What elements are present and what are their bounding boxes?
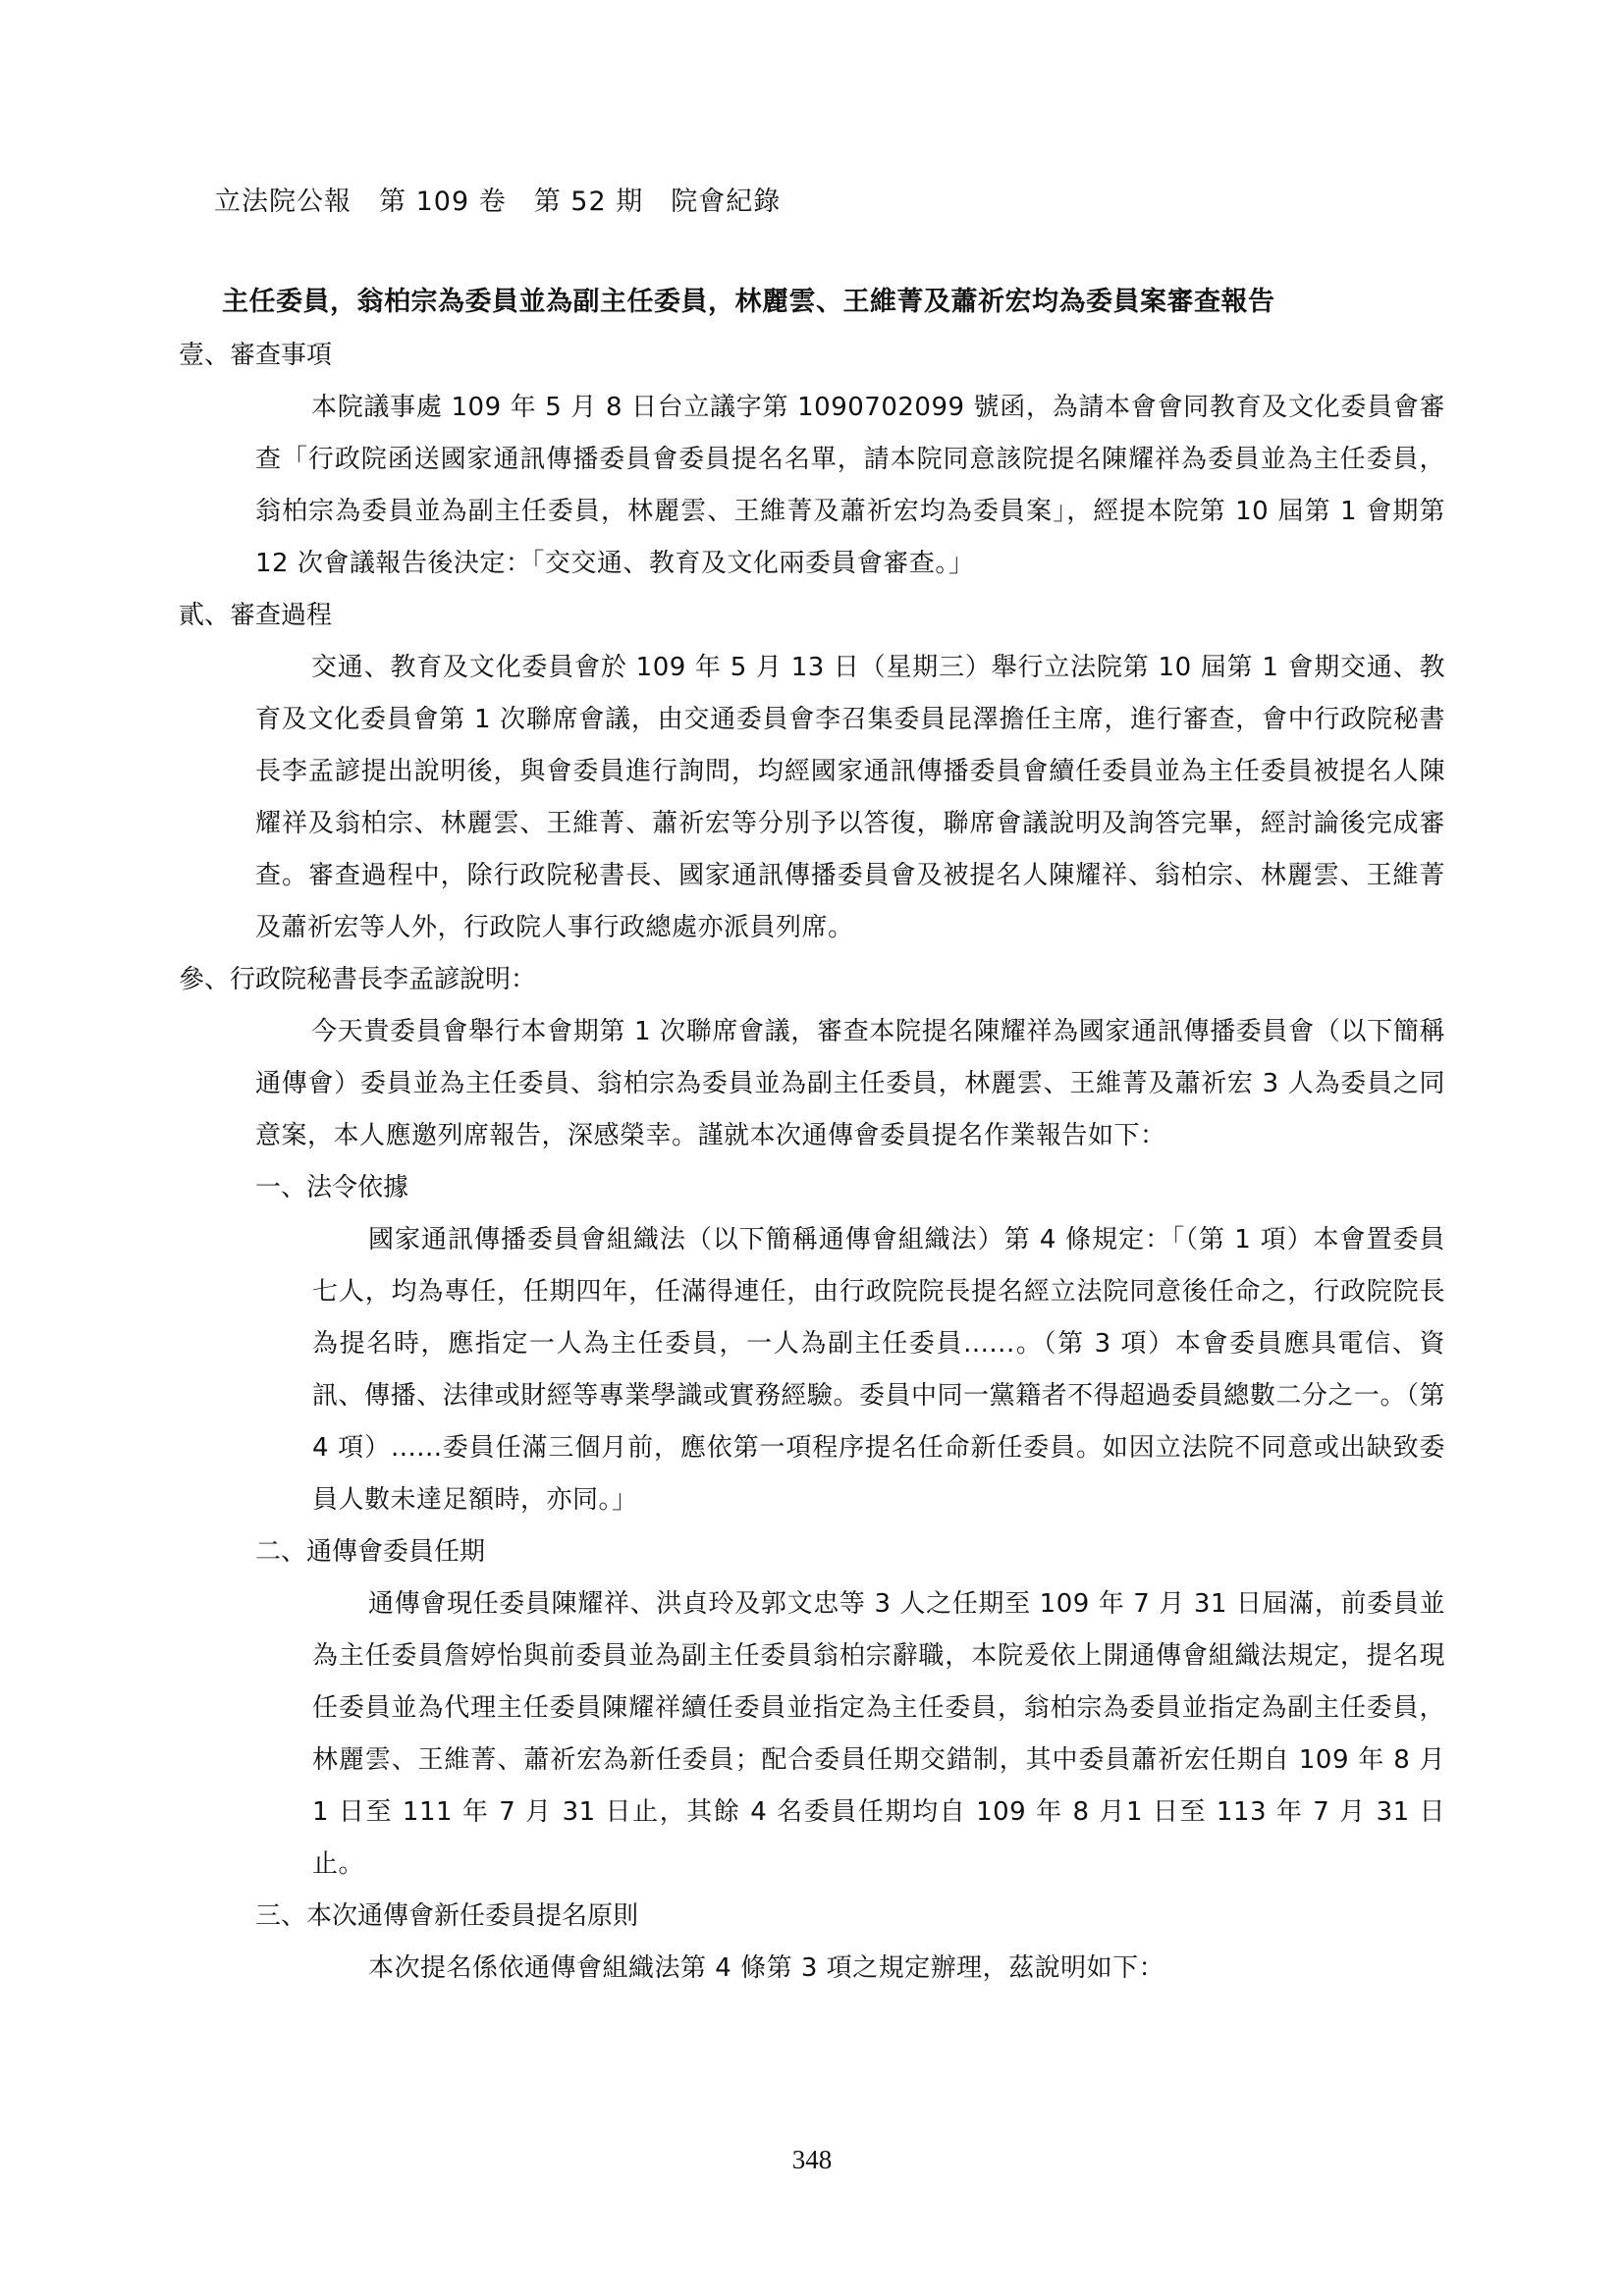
subsection-heading-2: 二、通傳會委員任期 [255,1537,486,1567]
subsection-1-paragraph: 國家通訊傳播委員會組織法（以下簡稱通傳會組織法）第 4 條規定：「（第 1 項）本會置委員七人，均為專任，任期四年，任滿得連任，由行政院院長提名經立法院同意後任命之，行政院院長為提名時，應指定一人為主任委員，一人為副主任委員......。（第 3 項）本會委員應具電信、資訊、傳播、法律或財經等專業學識或實務經驗。委員中同一黨籍者不得超過委員總數二分之一。（第 4 項）......委員任滿三個月前，應依第一項程序提名任命新任委員。如因立法院不同意或出缺致委員人數未達足額時，亦同。」 [312,1225,1445,1515]
section-2-paragraph: 交通、教育及文化委員會於 109 年 5 月 13 日（星期三）舉行立法院第 10 屆第 1 會期交通、教育及文化委員會第 1 次聯席會議，由交通委員會李召集委員昆澤擔任主席，進行審查，會中行政院秘書長李孟諺提出說明後，與會委員進行詢問，均經國家通訊傳播委員會續任委員並為主任委員被提名人陳耀祥及翁柏宗、林麗雲、王維菁、蕭祈宏等分別予以答復，聯席會議說明及詢答完畢，經討論後完成審查。審查過程中，除行政院秘書長、國家通訊傳播委員會及被提名人陳耀祥、翁柏宗、林麗雲、王維菁及蕭祈宏等人外，行政院人事行政總處亦派員列席。 [255,653,1445,942]
section-1-paragraph: 本院議事處 109 年 5 月 8 日台立議字第 1090702099 號函，為請本會會同教育及文化委員會審查「行政院函送國家通訊傳播委員會委員提名名單，請本院同意該院提名陳耀祥為委員並為主任委員，翁柏宗為委員並為副主任委員，林麗雲、王維菁及蕭祈宏均為委員案」，經提本院第 10 屆第 1 會期第 12 次會議報告後決定：「交交通、教育及文化兩委員會審查。」 [255,393,1445,578]
subsection-3-paragraph: 本次提名係依通傳會組織法第 4 條第 3 項之規定辦理，茲說明如下： [368,1953,1165,1983]
page-number: 348 [791,2145,833,2174]
subsection-heading-1: 一、法令依據 [255,1173,409,1202]
section-heading-2: 貳、審查過程 [179,601,333,630]
subsection-heading-3: 三、本次通傳會新任委員提名原則 [255,1901,639,1931]
document-body [179,330,1445,1995]
page-header: 立法院公報 第 109 卷 第 52 期 院會紀錄 [214,187,782,217]
section-heading-3: 參、行政院秘書長李孟諺說明： [179,965,537,994]
section-3-paragraph: 今天貴委員會舉行本會期第 1 次聯席會議，審查本院提名陳耀祥為國家通訊傳播委員會（以下簡稱通傳會）委員並為主任委員、翁柏宗為委員並為副主任委員，林麗雲、王維菁及蕭祈宏 3 人為委員之同意案，本人應邀列席報告，深感榮幸。謹就本次通傳會委員提名作業報告如下： [255,1017,1445,1150]
subsection-2-paragraph: 通傳會現任委員陳耀祥、洪貞玲及郭文忠等 3 人之任期至 109 年 7 月 31 日屆滿，前委員並為主任委員詹婷怡與前委員並為副主任委員翁柏宗辭職，本院爰依上開通傳會組織法規定，提名現任委員並為代理主任委員陳耀祥續任委員並指定為主任委員，翁柏宗為委員並指定為副主任委員，林麗雲、王維菁、蕭祈宏為新任委員；配合委員任期交錯制，其中委員蕭祈宏任期自 109 年 8 月 1 日至 111 年 7 月 31 日止，其餘 4 名委員任期均自 109 年 8 月1 日至 113 年 7 月 31 日止。 [312,1589,1445,1879]
report-title: 主任委員，翁柏宗為委員並為副主任委員，林麗雲、王維菁及蕭祈宏均為委員案審查報告 [222,287,1275,317]
section-heading-1: 壹、審查事項 [179,341,333,370]
